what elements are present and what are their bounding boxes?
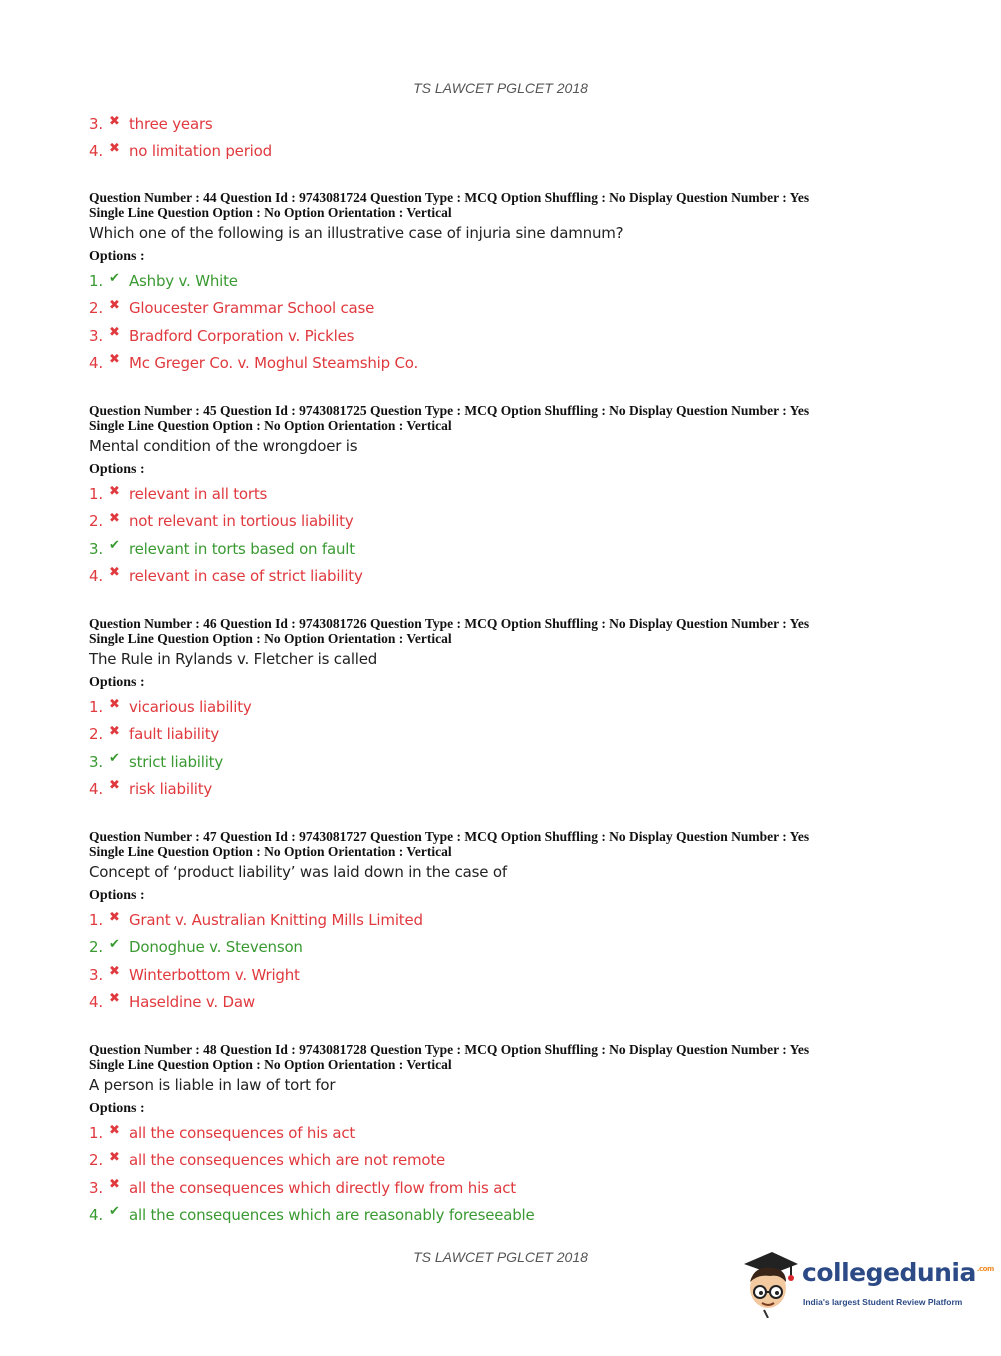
cross-icon: ✖ — [109, 113, 120, 129]
option-text: Haseldine v. Daw — [129, 992, 255, 1011]
question-meta-line1: Question Number : 46 Question Id : 9743081726 Question Type : MCQ Option Shuffling : No Display Question Number : Yes — [89, 616, 810, 631]
option-text: no limitation period — [129, 142, 272, 161]
options-label: Options : — [89, 888, 145, 903]
option-item — [89, 113, 213, 135]
check-icon: ✔ — [109, 936, 120, 952]
option-item — [89, 1149, 445, 1171]
cross-icon: ✖ — [109, 510, 120, 526]
option-text: Mc Greger Co. v. Moghul Steamship Co. — [129, 353, 419, 372]
option-item — [89, 991, 255, 1013]
option-item — [89, 936, 303, 958]
cross-icon: ✖ — [109, 991, 120, 1007]
cross-icon: ✖ — [109, 964, 120, 980]
question-meta-line2: Single Line Question Option : No Option Orientation : Vertical — [89, 1056, 452, 1072]
question-meta-line2: Single Line Question Option : No Option Orientation : Vertical — [89, 630, 452, 646]
logo-dotcom: .com — [976, 1265, 994, 1273]
option-text: three years — [129, 115, 213, 133]
cross-icon: ✖ — [109, 483, 120, 499]
option-number: 2. — [89, 725, 103, 744]
option-number: 1. — [89, 1124, 103, 1142]
option-number: 1. — [89, 485, 103, 503]
cross-icon: ✖ — [109, 1149, 120, 1165]
option-text: strict liability — [129, 752, 224, 771]
option-number: 3. — [89, 115, 103, 133]
option-item — [89, 270, 238, 292]
option-text: all the consequences which directly flow from his act — [129, 1178, 516, 1197]
options-label: Options : — [89, 462, 145, 477]
cross-icon: ✖ — [109, 723, 120, 739]
option-text: Gloucester Grammar School case — [129, 299, 375, 318]
option-number: 3. — [89, 752, 103, 771]
option-text: Donoghue v. Stevenson — [129, 938, 303, 957]
option-number: 4. — [89, 142, 103, 161]
option-number: 3. — [89, 539, 103, 558]
option-item — [89, 778, 212, 800]
question-meta-line1: Question Number : 45 Question Id : 9743081725 Question Type : MCQ Option Shuffling : No Display Question Number : Yes — [89, 403, 810, 418]
mascot-icon — [740, 1248, 802, 1318]
question-meta — [89, 617, 909, 646]
check-icon: ✔ — [109, 1204, 120, 1220]
page-footer: TS LAWCET PGLCET 2018 — [413, 1249, 588, 1265]
option-text: fault liability — [129, 725, 220, 744]
question-meta — [89, 191, 909, 220]
option-number: 2. — [89, 512, 103, 531]
cross-icon: ✖ — [109, 352, 120, 368]
option-item — [89, 352, 418, 374]
option-item — [89, 909, 423, 931]
collegedunia-logo[interactable] — [740, 1248, 994, 1318]
option-number: 4. — [89, 1205, 103, 1224]
option-number: 4. — [89, 779, 103, 798]
option-number: 1. — [89, 698, 103, 716]
option-text: Ashby v. White — [129, 272, 238, 290]
option-text: relevant in torts based on fault — [129, 539, 355, 558]
question-text: A person is liable in law of tort for — [89, 1076, 336, 1094]
question-meta-line2: Single Line Question Option : No Option Orientation : Vertical — [89, 843, 452, 859]
check-icon: ✔ — [109, 270, 120, 286]
logo-brand-text: collegedunia — [802, 1258, 976, 1287]
option-item — [89, 538, 355, 560]
option-item — [89, 325, 354, 347]
option-text: relevant in case of strict liability — [129, 566, 363, 585]
options-label: Options : — [89, 1101, 145, 1116]
option-text: relevant in all torts — [129, 485, 268, 503]
question-text: Mental condition of the wrongdoer is — [89, 437, 358, 455]
question-text: Concept of ‘product liability’ was laid down in the case of — [89, 863, 507, 881]
option-item — [89, 1204, 535, 1226]
option-number: 4. — [89, 353, 103, 372]
check-icon: ✔ — [109, 538, 120, 554]
cross-icon: ✖ — [109, 325, 120, 341]
question-text: Which one of the following is an illustrative case of injuria sine damnum? — [89, 224, 624, 242]
question-meta-line2: Single Line Question Option : No Option Orientation : Vertical — [89, 204, 452, 220]
option-number: 3. — [89, 965, 103, 984]
question-meta-line1: Question Number : 48 Question Id : 9743081728 Question Type : MCQ Option Shuffling : No Display Question Number : Yes — [89, 1042, 810, 1057]
option-item — [89, 1177, 516, 1199]
cross-icon: ✖ — [109, 565, 120, 581]
logo-brand — [802, 1258, 994, 1287]
cross-icon: ✖ — [109, 1122, 120, 1138]
question-meta-line1: Question Number : 47 Question Id : 9743081727 Question Type : MCQ Option Shuffling : No Display Question Number : Yes — [89, 829, 810, 844]
option-item — [89, 723, 219, 745]
check-icon: ✔ — [109, 751, 120, 767]
option-number: 4. — [89, 992, 103, 1011]
option-number: 2. — [89, 1151, 103, 1170]
option-number: 1. — [89, 272, 103, 290]
option-text: Grant v. Australian Knitting Mills Limited — [129, 911, 423, 929]
cross-icon: ✖ — [109, 140, 120, 156]
page-header: TS LAWCET PGLCET 2018 — [413, 80, 588, 96]
cross-icon: ✖ — [109, 778, 120, 794]
cross-icon: ✖ — [109, 696, 120, 712]
option-number: 1. — [89, 911, 103, 929]
option-text: not relevant in tortious liability — [129, 512, 354, 531]
option-item — [89, 696, 252, 718]
question-text: The Rule in Rylands v. Fletcher is called — [89, 650, 378, 668]
option-text: Winterbottom v. Wright — [129, 965, 300, 984]
option-text: Bradford Corporation v. Pickles — [129, 326, 355, 345]
cross-icon: ✖ — [109, 909, 120, 925]
question-meta — [89, 830, 909, 859]
option-item — [89, 140, 272, 162]
option-number: 4. — [89, 566, 103, 585]
option-item — [89, 1122, 355, 1144]
option-number: 3. — [89, 1178, 103, 1197]
options-label: Options : — [89, 249, 145, 264]
option-item — [89, 483, 267, 505]
option-item — [89, 565, 363, 587]
option-number: 2. — [89, 299, 103, 318]
option-item — [89, 751, 223, 773]
cross-icon: ✖ — [109, 1177, 120, 1193]
option-text: vicarious liability — [129, 698, 252, 716]
cross-icon: ✖ — [109, 297, 120, 313]
option-text: all the consequences of his act — [129, 1124, 356, 1142]
option-text: all the consequences which are reasonably foreseeable — [129, 1205, 535, 1224]
option-item — [89, 964, 300, 986]
option-item — [89, 510, 354, 532]
question-meta — [89, 404, 909, 433]
question-meta-line2: Single Line Question Option : No Option Orientation : Vertical — [89, 417, 452, 433]
option-item — [89, 297, 374, 319]
option-number: 3. — [89, 326, 103, 345]
option-text: risk liability — [129, 779, 213, 798]
question-meta — [89, 1043, 909, 1072]
question-meta-line1: Question Number : 44 Question Id : 9743081724 Question Type : MCQ Option Shuffling : No Display Question Number : Yes — [89, 190, 810, 205]
options-label: Options : — [89, 675, 145, 690]
option-text: all the consequences which are not remote — [129, 1151, 446, 1170]
option-number: 2. — [89, 938, 103, 957]
logo-tagline: India's largest Student Review Platform — [803, 1297, 963, 1307]
